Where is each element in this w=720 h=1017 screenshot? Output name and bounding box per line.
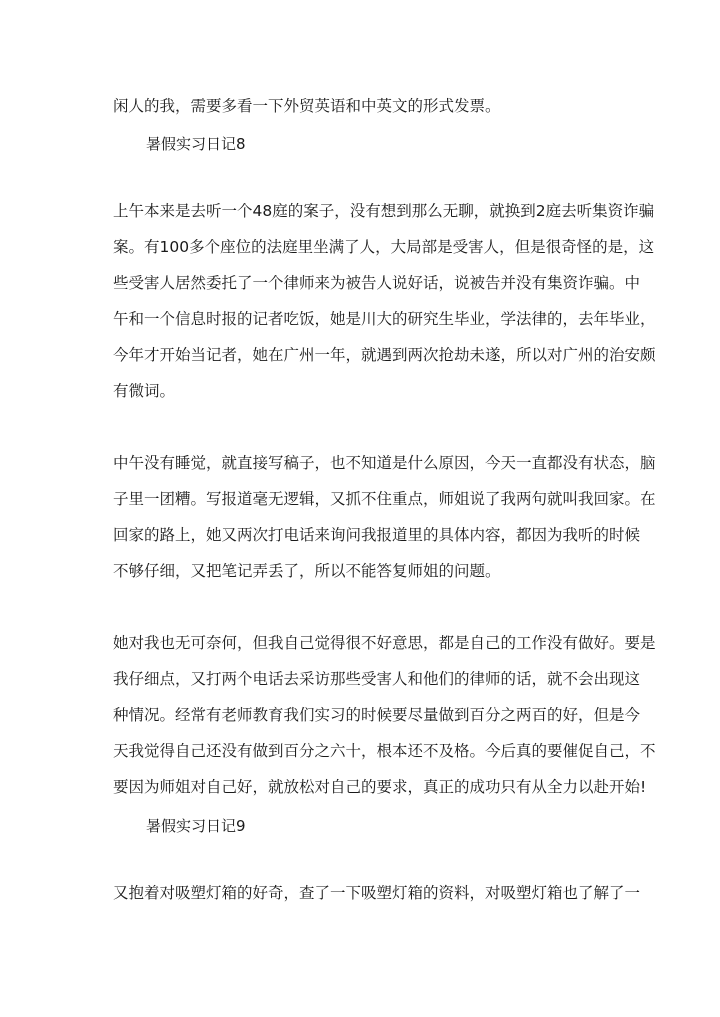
heading-diary-9: 暑假实习日记9 [146,817,246,835]
paragraph-line: 要因为师姐对自己好，就放松对自己的要求，真正的成功只有从全力以赴开始! [113,778,647,796]
paragraph-line: 我仔细点，又打两个电话去采访那些受害人和他们的律师的话，就不会出现这 [113,670,641,688]
intro-line: 闲人的我，需要多看一下外贸英语和中英文的形式发票。 [113,97,501,115]
paragraph-line: 种情况。经常有老师教育我们实习的时候要尽量做到百分之两百的好，但是今 [113,706,641,724]
paragraph-line: 天我觉得自己还没有做到百分之六十，根本还不及格。今后真的要催促自己，不 [113,742,656,760]
paragraph-line: 不够仔细，又把笔记弄丢了，所以不能答复师姐的问题。 [113,562,501,580]
paragraph-line: 些受害人居然委托了一个律师来为被告人说好话，说被告并没有集资诈骗。中 [113,274,641,292]
paragraph-line: 午和一个信息时报的记者吃饭，她是川大的研究生毕业，学法律的，去年毕业， [113,310,656,328]
paragraph-line: 回家的路上，她又两次打电话来询问我报道里的具体内容，都因为我听的时候 [113,526,641,544]
paragraph-line: 她对我也无可奈何，但我自己觉得很不好意思，都是自己的工作没有做好。要是 [113,634,656,652]
paragraph-line: 今年才开始当记者，她在广州一年，就遇到两次抢劫未遂，所以对广州的治安颇 [113,346,656,364]
paragraph-line: 有微词。 [113,382,176,400]
heading-diary-8: 暑假实习日记8 [146,135,246,153]
paragraph-line: 案。有100多个座位的法庭里坐满了人，大局部是受害人，但是很奇怪的是，这 [113,238,655,256]
paragraph-line: 中午没有睡觉，就直接写稿子，也不知道是什么原因，今天一直都没有状态，脑 [113,454,656,472]
paragraph-line: 上午本来是去听一个48庭的案子，没有想到那么无聊，就换到2庭去听集资诈骗 [113,202,655,220]
paragraph-line: 又抱着对吸塑灯箱的好奇，查了一下吸塑灯箱的资料，对吸塑灯箱也了解了一 [113,884,641,902]
paragraph-line: 子里一团糟。写报道毫无逻辑，又抓不住重点，师姐说了我两句就叫我回家。在 [113,490,656,508]
